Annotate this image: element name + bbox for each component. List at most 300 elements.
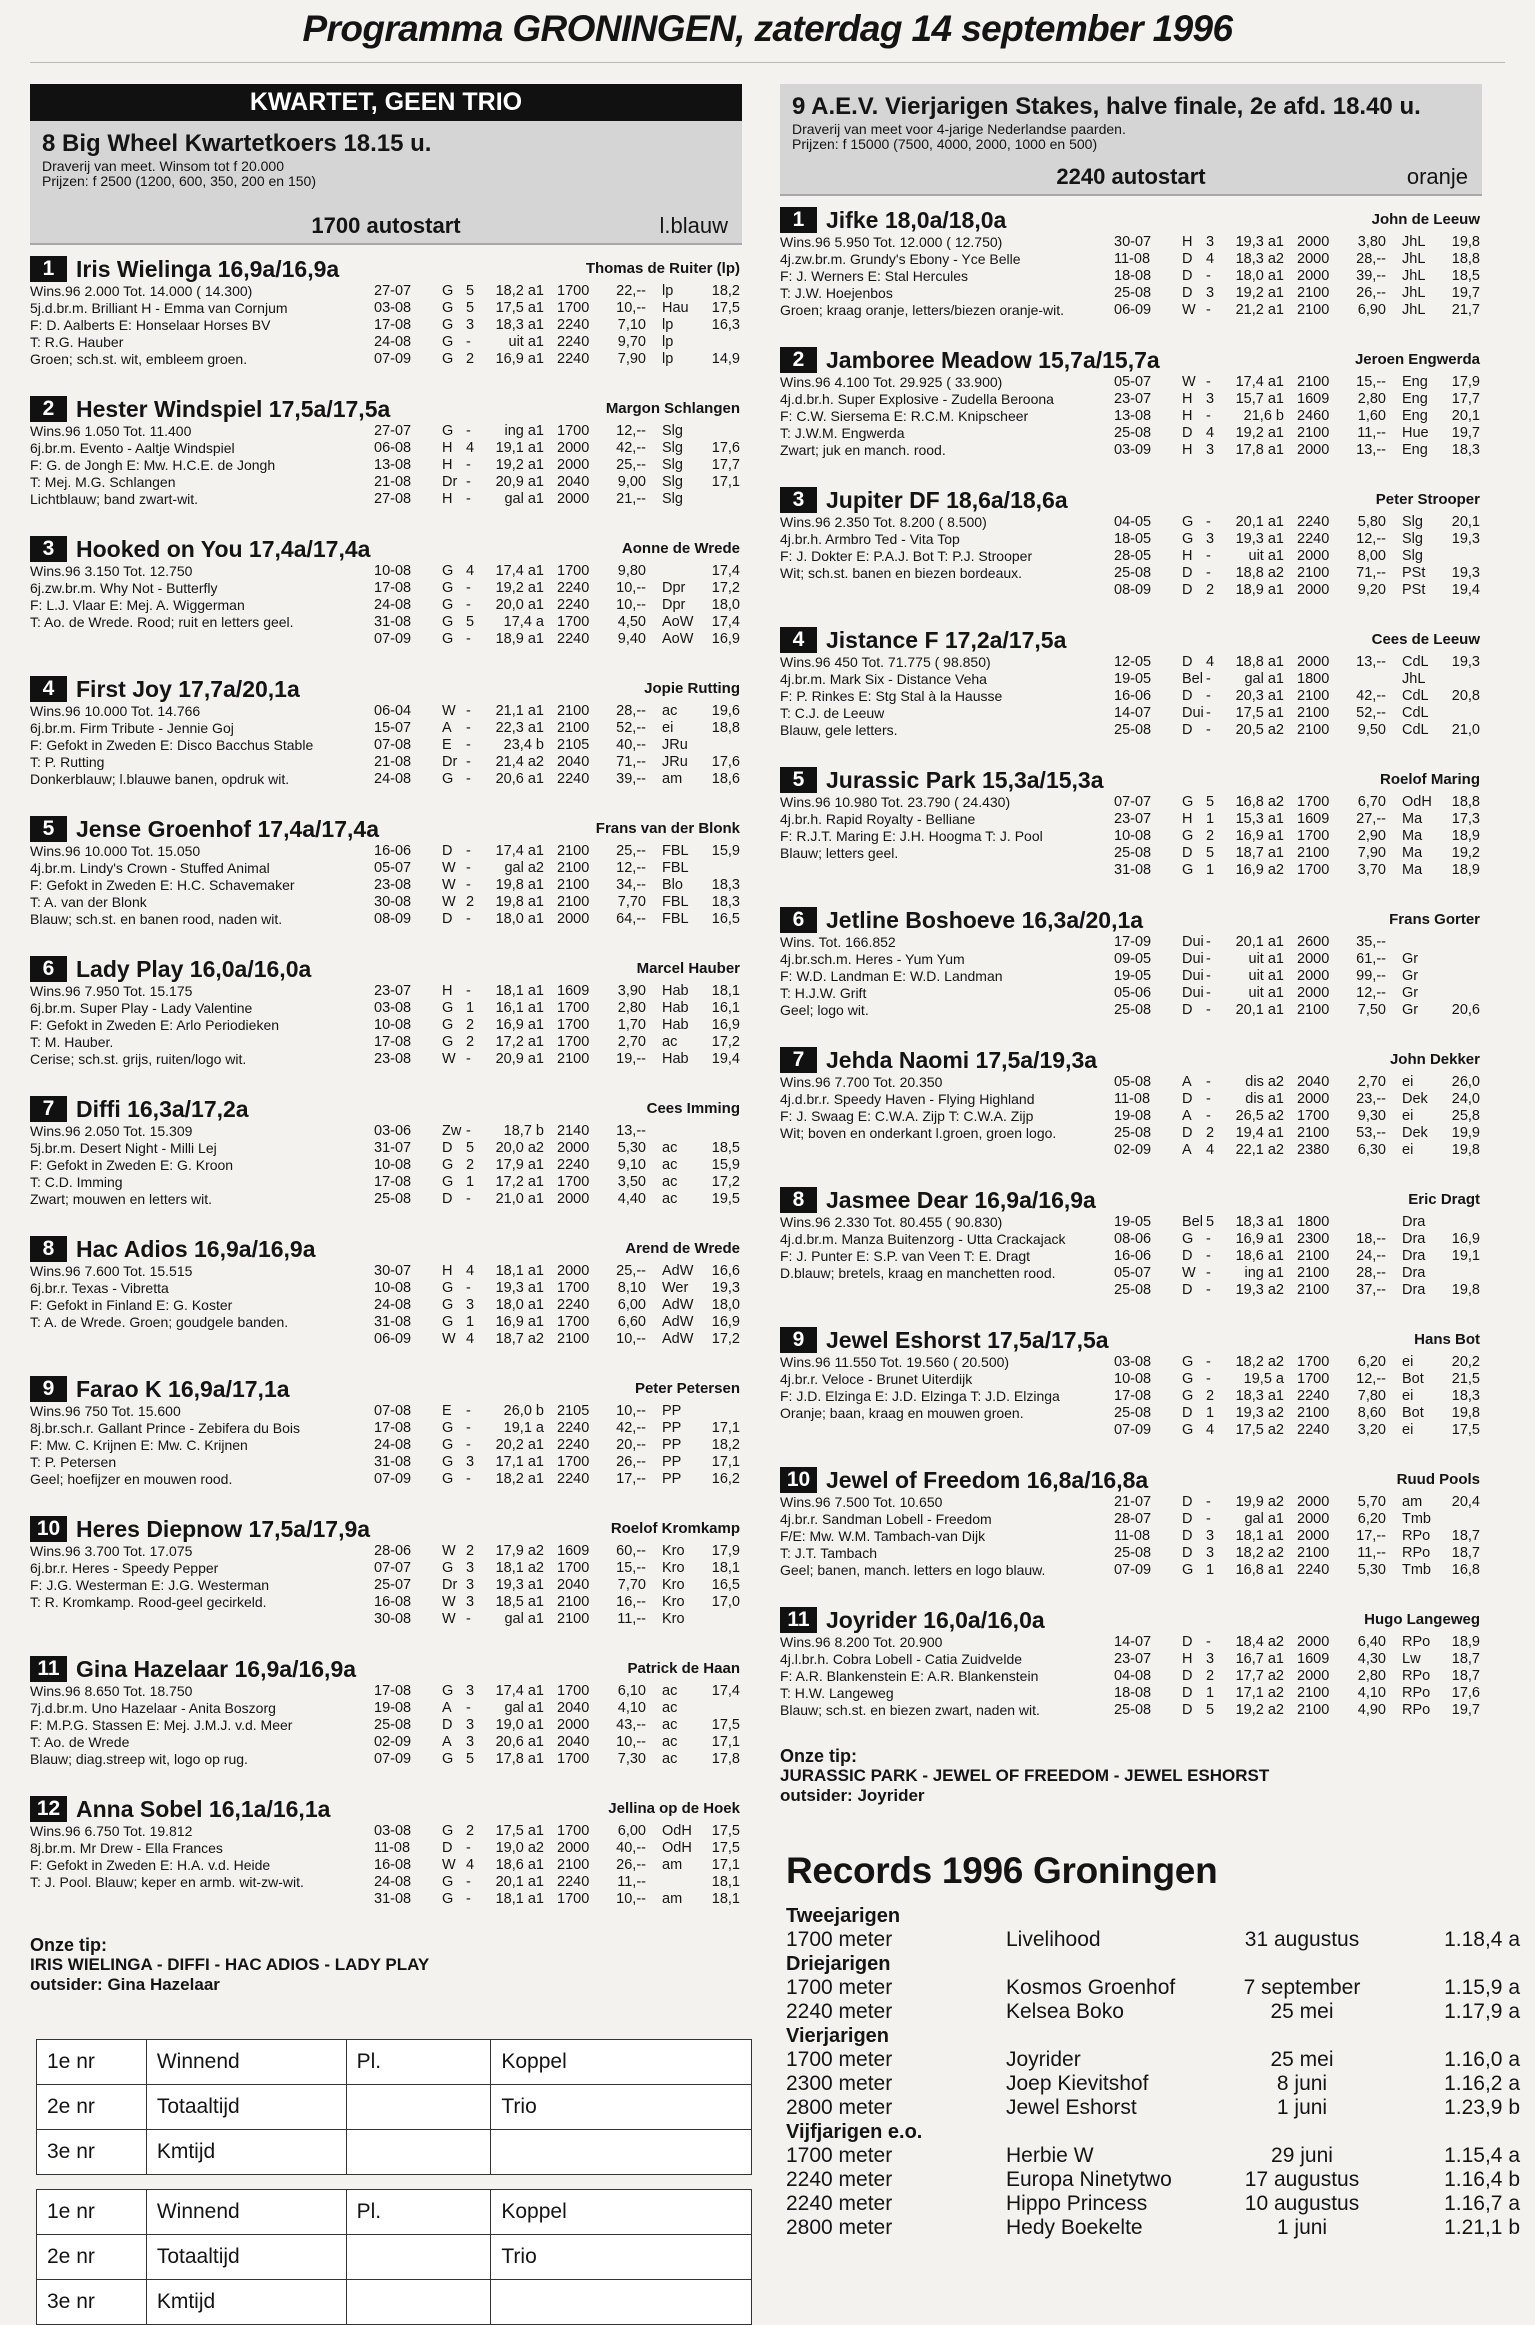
start-cell: AdW (662, 1331, 694, 1347)
start-row (372, 1577, 742, 1594)
start-cell: 19,8 (1451, 234, 1480, 250)
start-cell: 1700 (557, 1823, 590, 1839)
bet-cell[interactable]: Pl. (346, 2040, 491, 2085)
start-cell: G (442, 1017, 454, 1033)
bet-cell[interactable]: Pl. (346, 2190, 491, 2235)
start-cell: 19,2 a2 (1235, 1702, 1284, 1718)
horse-name: Jense Groenhof 17,4a/17,4a (76, 816, 379, 842)
start-cell: 3 (466, 1560, 475, 1576)
start-cell: G (442, 1437, 454, 1453)
start-row (372, 703, 742, 720)
horse-body (780, 374, 1482, 476)
start-cell: G (442, 351, 454, 367)
horse-name: Heres Diepnow 17,5a/17,9a (76, 1516, 371, 1542)
bet-cell[interactable]: Totaaltijd (146, 2235, 346, 2280)
start-cell: 18,7 (1451, 1528, 1480, 1544)
start-cell: 18,1 a1 (495, 983, 544, 999)
start-row (1112, 285, 1482, 302)
bet-cell[interactable] (346, 2130, 491, 2175)
start-cell: 4,10 (1357, 1685, 1386, 1701)
start-cell: 23-07 (1114, 811, 1152, 827)
record-date: 25 mei (1270, 2048, 1334, 2071)
start-cell: 17,4 a1 (495, 1683, 544, 1699)
start-cell: JRu (662, 754, 688, 770)
start-cell: 24,-- (1356, 1248, 1386, 1264)
bet-cell[interactable] (346, 2280, 491, 2325)
start-cell: 18,7 (1451, 1545, 1480, 1561)
start-cell: - (466, 1437, 471, 1453)
start-cell: 18,2 a2 (1235, 1545, 1284, 1561)
start-cell: D (1182, 1248, 1193, 1264)
start-cell: 5 (466, 1140, 475, 1156)
horse-info-line: Blauw; diag.streep wit, logo op rug. (30, 1751, 248, 1767)
start-cell: 1700 (557, 1314, 590, 1330)
start-cell: 2 (466, 1543, 475, 1559)
start-cell: JRu (662, 737, 688, 753)
start-cell: uit a1 (508, 334, 544, 350)
horse-starts (372, 423, 742, 508)
start-cell: G (442, 1000, 454, 1016)
start-cell: 18,9 (1451, 1634, 1480, 1650)
start-cell: 14-07 (1114, 705, 1152, 721)
start-cell: 6,90 (1357, 302, 1386, 318)
start-cell: 19,1 a (503, 1420, 544, 1436)
horse-info-line: Wins.96 11.550 Tot. 19.560 ( 20.500) (780, 1354, 1010, 1370)
start-cell: 18,3 (1451, 442, 1480, 458)
horse-number: 11 (780, 1607, 817, 1633)
bet-cell[interactable]: Koppel (491, 2190, 752, 2235)
start-cell: 18,8 (1451, 794, 1480, 810)
start-row (372, 1454, 742, 1471)
bet-form-2[interactable] (36, 2189, 752, 2325)
start-row (372, 1437, 742, 1454)
start-cell: 43,-- (616, 1717, 646, 1733)
start-cell: 23-07 (374, 983, 412, 999)
start-cell: 18,2 a1 (495, 283, 544, 299)
start-cell: 2100 (557, 1611, 590, 1627)
start-cell: 16,9 (711, 1017, 740, 1033)
start-row (1112, 1371, 1482, 1388)
horse-name: Diffi 16,3a/17,2a (76, 1096, 249, 1122)
start-cell: 2 (1206, 1388, 1215, 1404)
start-cell: 2240 (557, 631, 590, 647)
horse-info-line: T: H.J.W. Grift (780, 985, 867, 1001)
record-date: 10 augustus (1244, 2192, 1360, 2215)
horse-body (30, 1683, 742, 1785)
start-cell: 18,2 a2 (1235, 1354, 1284, 1370)
start-cell: G (1182, 514, 1194, 530)
start-cell: 19,3 a2 (1235, 1405, 1284, 1421)
start-cell: 18,0 (711, 597, 740, 613)
record-category: Tweejarigen (786, 1905, 901, 1927)
start-cell: 17,8 a1 (495, 1751, 544, 1767)
horse-info-line: F: Gefokt in Zweden E: Disco Bacchus Stable (30, 737, 314, 753)
start-cell: - (466, 457, 471, 473)
horse-info-line: Wins. Tot. 166.852 (780, 934, 896, 950)
horse-info-line: T: J. Pool. Blauw; keper en armb. wit-zw-wit. (30, 1874, 304, 1890)
tip-text: IRIS WIELINGA - DIFFI - HAC ADIOS - LADY PLAY (30, 1955, 430, 1974)
start-cell: Kro (662, 1560, 685, 1576)
start-cell: 42,-- (616, 440, 646, 456)
start-cell: 2000 (1297, 268, 1330, 284)
bet-cell[interactable]: Trio (491, 2235, 752, 2280)
horse-body (780, 514, 1482, 616)
record-distance: 1700 meter (786, 2144, 893, 2167)
start-cell: - (1206, 408, 1211, 424)
start-cell: ei (1402, 1388, 1414, 1404)
start-cell: 05-06 (1114, 985, 1152, 1001)
start-cell: ac (662, 1683, 678, 1699)
start-cell: 27-08 (374, 491, 412, 507)
start-cell: 23-07 (1114, 1651, 1152, 1667)
start-cell: Ma (1402, 862, 1423, 878)
start-cell: 2240 (557, 1297, 590, 1313)
horse-entry (30, 1095, 742, 1225)
start-cell: ac (662, 1034, 678, 1050)
start-cell: 27,-- (1356, 811, 1386, 827)
start-cell: 30-07 (374, 1263, 412, 1279)
start-cell: 7,70 (617, 1577, 646, 1593)
start-cell: 14-07 (1114, 1634, 1152, 1650)
start-cell: 1700 (557, 1000, 590, 1016)
horse-info-line: Wins.96 5.950 Tot. 12.000 ( 12.750) (780, 234, 1003, 250)
start-cell: - (1206, 671, 1211, 687)
start-cell: 6,30 (1357, 1142, 1386, 1158)
start-cell: 2 (466, 1823, 475, 1839)
start-cell: 19,1 (1451, 1248, 1480, 1264)
start-cell: Gr (1402, 968, 1419, 984)
start-cell: 53,-- (1356, 1125, 1386, 1141)
start-cell: 1700 (557, 1891, 590, 1907)
start-cell: 17-08 (374, 1174, 412, 1190)
horse-driver: John de Leeuw (1371, 211, 1480, 228)
start-cell: 1 (1206, 1562, 1215, 1578)
horse-info-line: Wins.96 6.750 Tot. 19.812 (30, 1823, 193, 1839)
start-cell: 19,4 (711, 1051, 740, 1067)
start-cell: 19,8 (1451, 1142, 1480, 1158)
records-title: Records 1996 Groningen (786, 1850, 1218, 1891)
bet-row (37, 2280, 752, 2325)
horse-starts (372, 283, 742, 368)
horse-name: Jurassic Park 15,3a/15,3a (826, 767, 1104, 793)
horse-info (30, 1543, 370, 1611)
bet-cell[interactable] (346, 2085, 491, 2130)
start-cell: - (1206, 1265, 1211, 1281)
start-cell: 18,6 (711, 771, 740, 787)
start-cell: ac (662, 1140, 678, 1156)
start-cell: 71,-- (1356, 565, 1386, 581)
start-cell: 2100 (557, 860, 590, 876)
start-cell: gal a1 (504, 1611, 544, 1627)
start-cell: - (1206, 1002, 1211, 1018)
start-row (372, 983, 742, 1000)
horse-entry (30, 675, 742, 805)
bet-form-1[interactable] (36, 2039, 752, 2175)
horse-info-line: 6j.br.r. Texas - Vibretta (30, 1280, 169, 1296)
horse-info-line: 4j.br.sch.m. Heres - Yum Yum (780, 951, 965, 967)
record-distance: 2240 meter (786, 2168, 893, 2191)
start-cell: 23,-- (1356, 1091, 1386, 1107)
bet-cell[interactable]: Trio (491, 2085, 752, 2130)
start-cell: 17,5 a1 (1235, 705, 1284, 721)
start-cell: 03-09 (1114, 442, 1152, 458)
start-cell: D (1182, 285, 1193, 301)
start-cell: Dra (1402, 1248, 1426, 1264)
record-horse: Joyrider (1006, 2048, 1081, 2071)
horse-info-line: Lichtblauw; band zwart-wit. (30, 491, 199, 507)
horse-name: Jamboree Meadow 15,7a/15,7a (826, 347, 1160, 373)
start-cell: 71,-- (616, 754, 646, 770)
start-row (1112, 1511, 1482, 1528)
start-cell: 11,-- (1357, 1545, 1386, 1561)
start-cell: 13,-- (616, 1123, 646, 1139)
start-cell: 2240 (1297, 531, 1330, 547)
start-row (372, 860, 742, 877)
horse-info (30, 563, 370, 631)
start-cell: 3,70 (1357, 862, 1386, 878)
start-cell: 18,9 a1 (495, 631, 544, 647)
horse-info-line: F: P. Rinkes E: Stg Stal à la Hausse (780, 688, 1003, 704)
horse-info-line: 4j.br.m. Mark Six - Distance Veha (780, 671, 987, 687)
start-cell: - (1206, 1371, 1211, 1387)
start-cell: 19,2 a1 (495, 580, 544, 596)
start-cell: 11-08 (1114, 1091, 1151, 1107)
bet-cell[interactable]: Winnend (146, 2190, 346, 2235)
horse-info-line: Wins.96 2.000 Tot. 14.000 ( 14.300) (30, 283, 253, 299)
bet-cell[interactable]: 3e nr (37, 2280, 147, 2325)
horse-starts (1112, 794, 1482, 879)
start-cell: 2240 (557, 1874, 590, 1890)
start-cell: 1700 (557, 1017, 590, 1033)
horse-info (780, 374, 1120, 459)
horse-info (780, 1074, 1120, 1142)
horse-info-line: Wins.96 8.200 Tot. 20.900 (780, 1634, 943, 1650)
start-cell: 16,9 (711, 631, 740, 647)
start-row (372, 1034, 742, 1051)
start-cell: 25-08 (1114, 565, 1152, 581)
horse-info (30, 843, 370, 928)
start-cell: Kro (662, 1577, 685, 1593)
bet-cell[interactable] (491, 2280, 752, 2325)
bet-cell[interactable]: Koppel (491, 2040, 752, 2085)
start-cell: 20,6 a1 (495, 1734, 544, 1750)
start-cell: 2 (1206, 828, 1215, 844)
horse-info-line: T: C.D. Imming (30, 1174, 123, 1190)
start-row (372, 491, 742, 508)
horse-info-line: Wins.96 1.050 Tot. 11.400 (30, 423, 192, 439)
start-row (1112, 442, 1482, 459)
horse-info (30, 423, 370, 508)
horse-name: Anna Sobel 16,1a/16,1a (76, 1796, 331, 1822)
start-cell: Blo (662, 877, 683, 893)
start-cell: ei (662, 720, 674, 736)
start-cell: 18,5 a1 (495, 1594, 544, 1610)
record-horse: Livelihood (1006, 1928, 1101, 1951)
horse-name: Jewel Eshorst 17,5a/17,5a (826, 1327, 1109, 1353)
start-cell: 1700 (1297, 862, 1330, 878)
horse-header (780, 1046, 1482, 1074)
start-cell: 18,3 a2 (1235, 251, 1284, 267)
start-cell: H (442, 1263, 453, 1279)
start-cell: 16-06 (374, 843, 412, 859)
horse-entry (30, 535, 742, 665)
start-row (1112, 391, 1482, 408)
start-cell: 02-09 (374, 1734, 412, 1750)
start-cell: JhL (1402, 268, 1426, 284)
horse-info-line: F: Gefokt in Zweden E: Arlo Periodieken (30, 1017, 280, 1033)
start-cell: W (442, 894, 456, 910)
horse-entry (780, 486, 1482, 616)
bet-cell[interactable]: Kmtijd (146, 2130, 346, 2175)
start-cell: 21,1 a1 (495, 703, 544, 719)
start-cell: 2100 (1297, 302, 1330, 318)
horse-info-line: F: W.D. Landman E: W.D. Landman (780, 968, 1003, 984)
start-cell: 1,60 (1357, 408, 1386, 424)
start-cell: 17,9 (711, 1543, 740, 1559)
horse-info-line: Wins.96 10.000 Tot. 14.766 (30, 703, 201, 719)
start-cell: 2240 (557, 597, 590, 613)
start-cell: 06-08 (374, 440, 412, 456)
horse-driver: Arend de Wrede (625, 1240, 740, 1257)
start-row (1112, 565, 1482, 582)
start-cell: 17,4 (711, 1683, 740, 1699)
start-cell: H (442, 440, 453, 456)
start-cell: G (1182, 1354, 1194, 1370)
start-cell: - (466, 1471, 471, 1487)
horse-info (30, 283, 370, 368)
start-cell: 1 (466, 1174, 475, 1190)
record-distance: 2240 meter (786, 2192, 893, 2215)
start-cell: D (1182, 1528, 1193, 1544)
bet-cell[interactable]: Winnend (146, 2040, 346, 2085)
horse-header (30, 675, 742, 703)
start-row (372, 1017, 742, 1034)
start-cell: H (1182, 548, 1193, 564)
start-cell: 15,7 a1 (1235, 391, 1284, 407)
horse-info-line: 4j.br.r. Veloce - Brunet Uiterdijk (780, 1371, 973, 1387)
start-cell: - (466, 580, 471, 596)
start-cell: AdW (662, 1314, 694, 1330)
start-cell: 1609 (1297, 1651, 1330, 1667)
bet-cell[interactable] (491, 2130, 752, 2175)
start-cell: 17,-- (616, 1471, 646, 1487)
start-cell: D (1182, 251, 1193, 267)
start-cell: 39,-- (1356, 268, 1386, 284)
start-cell: lp (662, 317, 674, 333)
horse-entry (30, 1375, 742, 1505)
start-row (372, 771, 742, 788)
start-cell: 1700 (1297, 1108, 1330, 1124)
start-cell: 19-05 (1114, 671, 1152, 687)
start-row (1112, 251, 1482, 268)
start-cell: 2000 (557, 1263, 590, 1279)
start-cell: 34,-- (616, 877, 646, 893)
horse-body (30, 423, 742, 525)
horse-starts (1112, 934, 1482, 1019)
horse-starts (372, 1403, 742, 1488)
start-cell: H (442, 457, 453, 473)
start-cell: 2380 (1297, 1142, 1330, 1158)
start-cell: 08-09 (1114, 582, 1152, 598)
start-cell: 16,1 a1 (495, 1000, 544, 1016)
record-distance: 1700 meter (786, 1976, 893, 1999)
horse-starts (372, 843, 742, 928)
start-cell: 15,9 (711, 843, 740, 859)
start-row (1112, 1545, 1482, 1562)
horse-name: First Joy 17,7a/20,1a (76, 676, 300, 702)
bet-cell[interactable]: 1e nr (37, 2040, 147, 2085)
start-cell: - (466, 1874, 471, 1890)
bet-cell[interactable]: Kmtijd (146, 2280, 346, 2325)
start-cell: G (1182, 531, 1194, 547)
start-cell: 25-08 (1114, 845, 1152, 861)
start-cell: 19-08 (1114, 1108, 1152, 1124)
start-cell: 17,8 a1 (1235, 442, 1284, 458)
horse-info-line: F: C.W. Siersema E: R.C.M. Knipscheer (780, 408, 1029, 424)
start-cell: 16-08 (374, 1594, 412, 1610)
start-row (372, 614, 742, 631)
start-cell: 19,3 a1 (1235, 531, 1284, 547)
start-row (372, 1420, 742, 1437)
start-cell: 16,9 a1 (495, 351, 544, 367)
start-cell: Tmb (1402, 1511, 1431, 1527)
horse-header (30, 815, 742, 843)
start-cell: - (1206, 1074, 1211, 1090)
start-row (1112, 1354, 1482, 1371)
start-cell: Bel (1182, 1214, 1203, 1230)
start-cell: 5,80 (1357, 514, 1386, 530)
start-cell: 2 (466, 894, 475, 910)
horse-header (780, 486, 1482, 514)
start-row (372, 423, 742, 440)
start-cell: Bot (1402, 1405, 1424, 1421)
bet-cell[interactable]: 1e nr (37, 2190, 147, 2235)
start-cell: 18,4 a2 (1235, 1634, 1284, 1650)
start-cell: G (442, 597, 454, 613)
bet-cell[interactable] (346, 2235, 491, 2280)
bet-cell[interactable]: 2e nr (37, 2085, 147, 2130)
start-cell: G (442, 334, 454, 350)
start-cell: 25,8 (1451, 1108, 1480, 1124)
horse-name: Jasmee Dear 16,9a/16,9a (826, 1187, 1096, 1213)
start-cell: 2,70 (1357, 1074, 1386, 1090)
start-cell: 19,4 a1 (1235, 1125, 1284, 1141)
horse-name: Joyrider 16,0a/16,0a (826, 1607, 1045, 1633)
start-cell: 3,50 (617, 1174, 646, 1190)
start-cell: RPo (1402, 1634, 1431, 1650)
bet-cell[interactable]: 2e nr (37, 2235, 147, 2280)
start-cell: 04-08 (1114, 1668, 1152, 1684)
start-cell: 2240 (557, 1420, 590, 1436)
start-cell: 3 (1206, 1545, 1215, 1561)
start-cell: Ma (1402, 828, 1423, 844)
start-cell: 24-08 (374, 1297, 412, 1313)
start-cell: G (442, 1823, 454, 1839)
horse-header (30, 1795, 742, 1823)
bet-cell[interactable]: Totaaltijd (146, 2085, 346, 2130)
horse-starts (372, 983, 742, 1068)
start-cell: Hab (662, 983, 689, 999)
bet-cell[interactable]: 3e nr (37, 2130, 147, 2175)
start-cell: 1700 (557, 563, 590, 579)
horse-info-line: Wins.96 7.950 Tot. 15.175 (30, 983, 193, 999)
start-cell: Dra (1402, 1214, 1426, 1230)
start-cell: 7,80 (1357, 1388, 1386, 1404)
start-cell: Dra (1402, 1265, 1426, 1281)
start-cell: A (1182, 1108, 1192, 1124)
start-cell: 12,-- (1356, 1371, 1386, 1387)
start-cell: 18,3 a1 (1235, 1214, 1284, 1230)
